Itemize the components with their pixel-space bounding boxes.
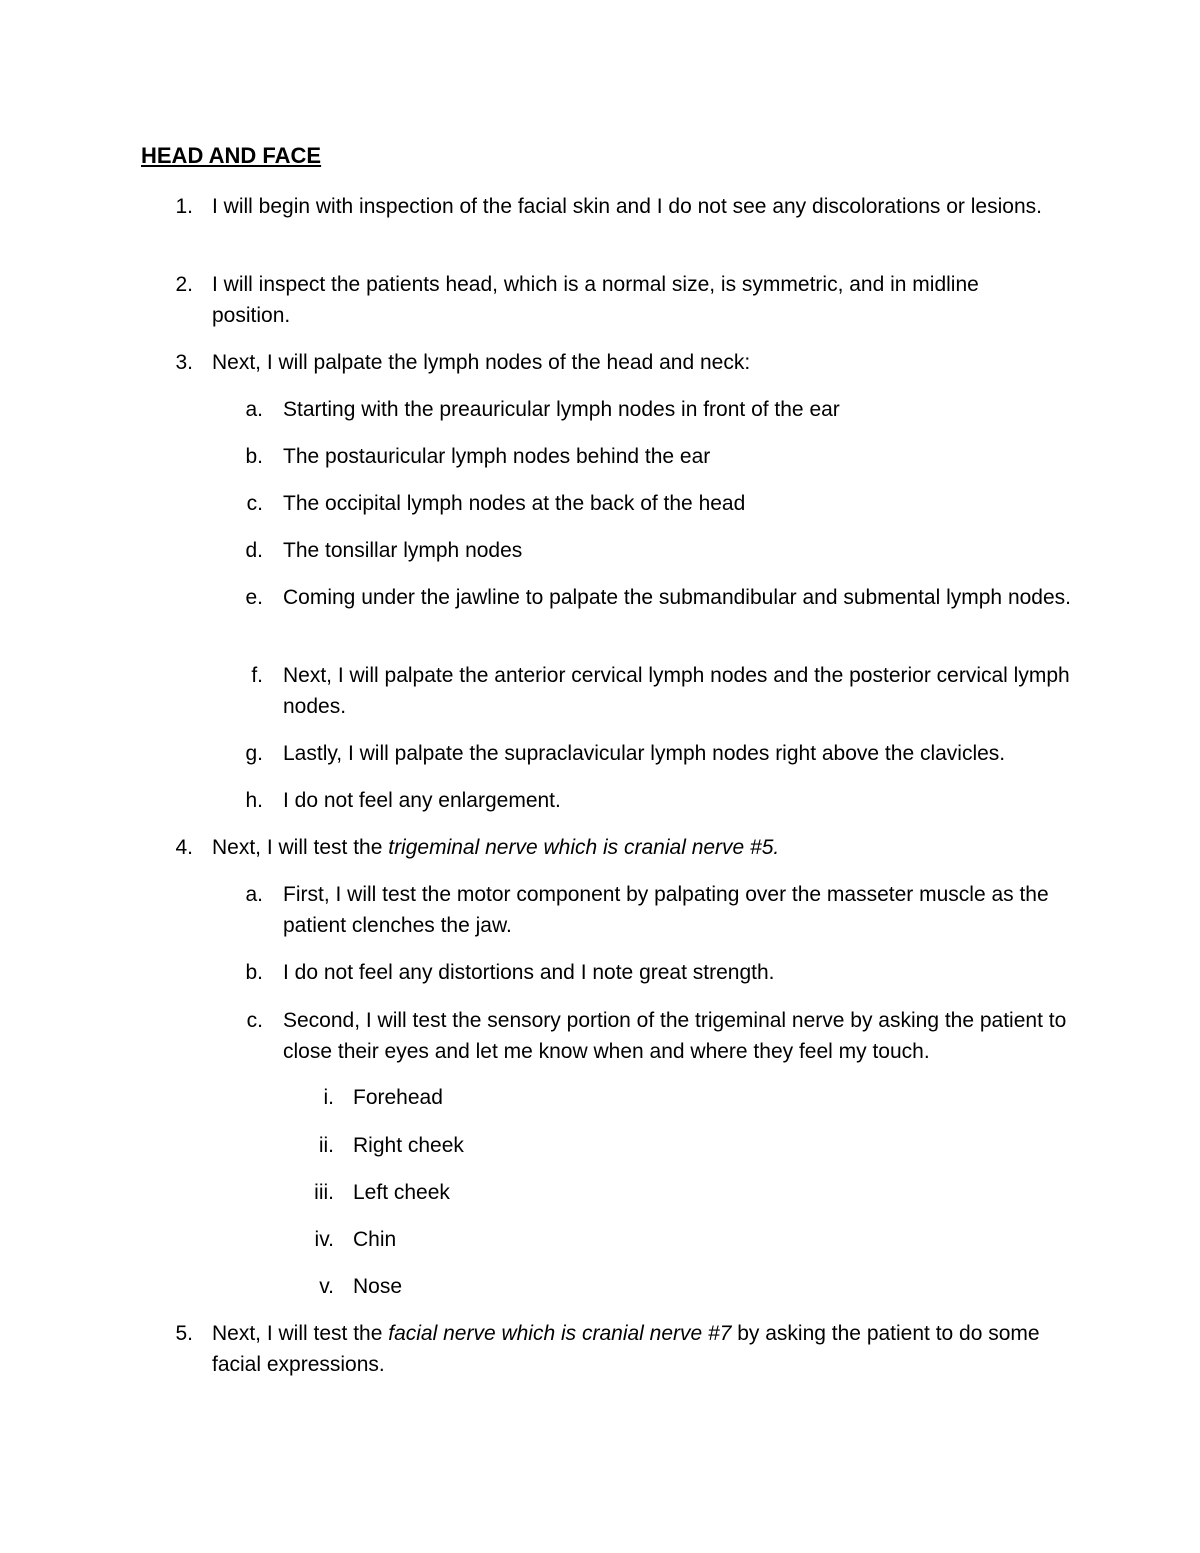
list-marker: 2. <box>175 273 193 296</box>
list-marker: b. <box>245 961 263 984</box>
list-text: I will inspect the patients head, which is a normal size, is symmetric, and in midline position. <box>212 273 979 327</box>
list-text-lead: Next, I will test the <box>212 836 389 859</box>
list-marker: 3. <box>175 351 193 374</box>
list-marker: iv. <box>314 1228 334 1251</box>
list-marker: c. <box>246 1009 263 1032</box>
list-marker: a. <box>245 398 263 421</box>
nerve-name-italic: facial nerve which is cranial nerve #7 <box>388 1322 732 1345</box>
list-text: Lastly, I will palpate the supraclavicular lymph nodes right above the clavicles. <box>283 742 1006 765</box>
list-text-tail: by asking the patient to do some facial expressions. <box>212 1322 1040 1376</box>
list-marker: e. <box>245 586 263 609</box>
list-marker: b. <box>245 445 263 468</box>
list-marker: 4. <box>175 836 193 859</box>
list-text: Forehead <box>353 1086 443 1109</box>
list-text: Left cheek <box>353 1181 450 1204</box>
list-text: The occipital lymph nodes at the back of the head <box>283 492 746 515</box>
list-text: The postauricular lymph nodes behind the ear <box>283 445 711 468</box>
list-text: Right cheek <box>353 1134 464 1157</box>
list-marker: ii. <box>318 1134 334 1157</box>
list-marker: h. <box>245 789 263 812</box>
list-text: Starting with the preauricular lymph nodes in front of the ear <box>283 398 840 421</box>
list-marker: 1. <box>175 195 193 218</box>
list-text <box>212 1318 1042 1380</box>
page-title: HEAD AND FACE <box>141 143 322 168</box>
list-text: First, I will test the motor component by palpating over the masseter muscle as the patient clenches the jaw. <box>283 883 1049 937</box>
list-text: The tonsillar lymph nodes <box>283 539 523 562</box>
list-marker: g. <box>245 742 263 765</box>
list-text-lead: Next, I will test the <box>212 1322 389 1345</box>
list-text <box>212 832 1042 863</box>
list-text: I do not feel any enlargement. <box>283 789 561 812</box>
list-marker: iii. <box>314 1181 334 1204</box>
list-marker: f. <box>251 664 263 687</box>
list-marker: a. <box>245 883 263 906</box>
list-text: Chin <box>353 1228 397 1251</box>
list-marker: v. <box>319 1275 334 1298</box>
list-text: Next, I will palpate the lymph nodes of the head and neck: <box>212 351 751 374</box>
list-text: Nose <box>353 1275 403 1298</box>
list-text: Second, I will test the sensory portion of the trigeminal nerve by asking the patient to close their eyes and let me know when and where they feel my touch. <box>283 1009 1067 1063</box>
list-marker: c. <box>246 492 263 515</box>
list-text: Next, I will palpate the anterior cervical lymph nodes and the posterior cervical lymph nodes. <box>283 664 1070 718</box>
list-text: Coming under the jawline to palpate the submandibular and submental lymph nodes. <box>283 586 1071 609</box>
list-text: I will begin with inspection of the facial skin and I do not see any discolorations or lesions. <box>212 195 1042 218</box>
list-marker: i. <box>323 1086 334 1109</box>
list-marker: d. <box>245 539 263 562</box>
list-marker: 5. <box>175 1322 193 1345</box>
list-text: I do not feel any distortions and I note great strength. <box>283 961 775 984</box>
nerve-name-italic: trigeminal nerve which is cranial nerve #5. <box>388 836 780 859</box>
